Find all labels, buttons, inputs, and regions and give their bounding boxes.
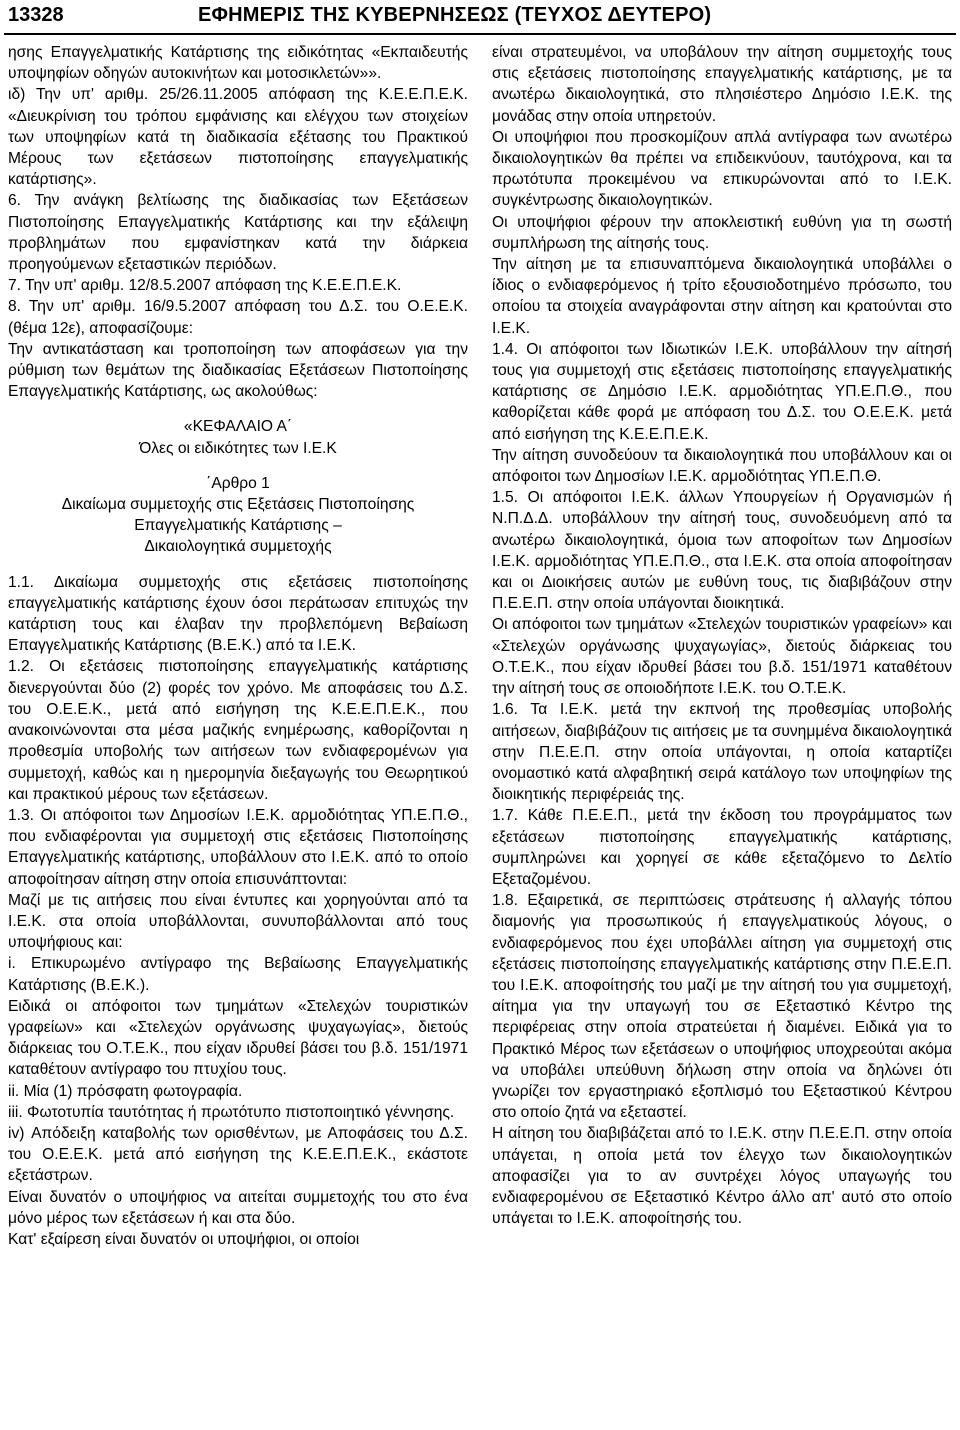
article-title: Επαγγελματικής Κατάρτισης – [134, 517, 342, 535]
paragraph: Κατ' εξαίρεση είναι δυνατόν οι υποψήφιοι, οι οποίοι [8, 1230, 360, 1248]
paragraph: 1.2. Οι εξετάσεις πιστοποίησης επαγγελματικής κατάρτισης διενεργούνται δύο (2) φορές τον χρόνο. Με αποφάσεις του Δ.Σ. του Ο.Ε.Ε.Κ., μετά από εισήγηση της Κ.Ε.Ε.Π.Ε.Κ., που ανακοινώνονται στα μέσα μαζικής ενημέρωσης, καθορίζονται η προθεσμία υποβολής των αιτήσεων των ενδιαφερομένων για συμμετοχή, καθώς και η ημερομηνία διεξαγωγής του Θεωρητικού και πρακτικού μέρους των εξετάσεων. [8, 658, 468, 803]
paragraph: Είναι δυνατόν ο υποψήφιος να αιτείται συμμετοχής του στο ένα μόνο μέρος των εξετάσεων ή και στα δύο. [8, 1188, 468, 1227]
gazette-title: ΕΦΗΜΕΡΙΣ ΤΗΣ ΚΥΒΕΡΝΗΣΕΩΣ (ΤΕΥΧΟΣ ΔΕΥΤΕΡΟ) [198, 4, 712, 26]
paragraph: 1.1. Δικαίωμα συμμετοχής στις εξετάσεις πιστοποίησης επαγγελματικής κατάρτισης έχουν όσοι περάτωσαν επιτυχώς την κατάρτιση τους και έλαβαν την προβλεπόμενη Βεβαίωση Επαγγελματικής Κατάρτισης (Β.Ε.Κ.) από τα Ι.Ε.Κ. [8, 573, 468, 655]
article-heading: ΄Αρθρο 1 [206, 474, 270, 492]
paragraph: Ειδικά οι απόφοιτοι των τμημάτων «Στελεχών τουριστικών γραφείων» και «Στελεχών οργάνωσης ψυχαγωγίας», διετούς διάρκειας του Ο.Τ.Ε.Κ., που είχαν ιδρυθεί βάσει του β.δ. 151/1971 καταθέτουν αντίγραφο του πτυχίου τους. [8, 997, 468, 1079]
paragraph: Την αντικατάσταση και τροποποίηση των αποφάσεων για την ρύθμιση των θεμάτων της διαδικασίας Εξετάσεων Πιστοποίησης Επαγγελματικής Κατάρτισης, ως ακολούθως: [8, 340, 468, 401]
paragraph: i. Επικυρωμένο αντίγραφο της Βεβαίωσης Επαγγελματικής Κατάρτισης (Β.Ε.Κ.). [8, 955, 468, 994]
paragraph: iii. Φωτοτυπία ταυτότητας ή πρωτότυπο πιστοποιητικό γέννησης. [8, 1103, 455, 1121]
paragraph: ii. Μία (1) πρόσφατη φωτογραφία. [8, 1082, 243, 1100]
page-number: 13328 [8, 4, 64, 26]
right-column [492, 42, 952, 1229]
paragraph: iv) Απόδειξη καταβολής των ορισθέντων, με Αποφάσεις του Δ.Σ. του Ο.Ε.Ε.Κ. μετά από εισήγηση της Κ.Ε.Ε.Π.Ε.Κ., εκάστοτε εξετάστρων. [8, 1124, 468, 1185]
paragraph: 1.5. Οι απόφοιτοι Ι.Ε.Κ. άλλων Υπουργείων ή Οργανισμών ή Ν.Π.Δ.Δ. υποβάλλουν την αίτησή τους, συνοδευόμενη από τα ανωτέρω δικαιολογητικά, όμοια των αποφοίτων των Δημοσίων Ι.Ε.Κ. αρμοδιότητας ΥΠ.Ε.Π.Θ., στα Ι.Ε.Κ. στα οποία αποφοίτησαν και οι Διοικήσεις αυτών με ευθύνη τους, τις διαβιβάζουν στην Π.Ε.Ε.Π. στην οποία υπάγονται διοικητικά. [492, 489, 952, 613]
paragraph: 1.3. Οι απόφοιτοι των Δημοσίων Ι.Ε.Κ. αρμοδιότητας ΥΠ.Ε.Π.Θ., που ενδιαφέρονται για συμμετοχή στις εξετάσεις Πιστοποίησης Επαγγελματικής κατάρτισης, υποβάλλουν στο Ι.Ε.Κ. από το οποίο αποφοίτησαν αίτηση στην οποία επισυνάπτονται: [8, 806, 468, 888]
paragraph: Οι υποψήφιοι που προσκομίζουν απλά αντίγραφα των ανωτέρω δικαιολογητικών θα πρέπει να επιδεικνύουν, ταυτόχρονα, και τα πρωτότυπα προκειμένου να επικυρώνονται από το Ι.Ε.Κ. συγκέντρωσης δικαιολογητικών. [492, 128, 952, 210]
paragraph: 1.7. Κάθε Π.Ε.Ε.Π., μετά την έκδοση του προγράμματος των εξετάσεων πιστοποίησης επαγγελματικής κατάρτισης, συμπληρώνει και χορηγεί σε κάθε εξεταζόμενο το Δελτίο Εξεταζομένου. [492, 807, 952, 888]
paragraph: Οι απόφοιτοι των τμημάτων «Στελεχών τουριστικών γραφείων» και «Στελεχών οργάνωσης ψυχαγωγίας», διετούς διάρκειας του Ο.Τ.Ε.Κ., που είχαν ιδρυθεί βάσει του β.δ. 151/1971 καταθέτουν την αίτησή τους σε οποιοδήποτε Ι.Ε.Κ. του Ο.Τ.Ε.Κ. [492, 616, 952, 698]
paragraph: Η αίτηση του διαβιβάζεται από το Ι.Ε.Κ. στην Π.Ε.Ε.Π. στην οποία υπάγεται, η οποία μετά τον έλεγχο των δικαιολογητικών αποφασίζει για το αν συντρέχει λόγος υπαγωγής του ενδιαφερομένου σε Εξεταστικό Κέντρο άλλο απ' αυτό στο οποίο υπάγεται το Ι.Ε.Κ. αποφοίτησής του. [492, 1125, 952, 1228]
paragraph: 7. Την υπ' αριθμ. 12/8.5.2007 απόφαση της Κ.Ε.Ε.Π.Ε.Κ. [8, 277, 402, 295]
paragraph: είναι στρατευμένοι, να υποβάλουν την αίτηση συμμετοχής τους στις εξετάσεις πιστοποίησης επαγγελματικής κατάρτισης, με τα ανωτέρω δικαιολογητικά, στο πλησιέστερο Δημόσιο Ι.Ε.Κ. της μονάδας στην οποία υπηρετούν. [492, 44, 952, 125]
paragraph: Την αίτηση με τα επισυναπτόμενα δικαιολογητικά υποβάλλει ο ίδιος ο ενδιαφερόμενος ή τρίτο εξουσιοδοτημένο πρόσωπο, του οποίου τα στοιχεία αναγράφονται στην αίτηση και κρατούνται στο Ι.Ε.Κ. [492, 256, 952, 337]
chapter-subheading: Όλες οι ειδικότητες των Ι.Ε.Κ [139, 439, 337, 457]
paragraph: Μαζί με τις αιτήσεις που είναι έντυπες και χορηγούνται από τα Ι.Ε.Κ. στα οποία υποβάλλονται, συνυποβάλλονται από τους υποψήφιους και: [8, 891, 468, 952]
paragraph: Οι υποψήφιοι φέρουν την αποκλειστική ευθύνη για τη σωστή συμπλήρωση της αίτησής τους. [492, 213, 952, 252]
left-column [8, 42, 468, 1250]
article-title: Δικαίωμα συμμετοχής στις Εξετάσεις Πιστοποίησης [61, 496, 415, 514]
paragraph: 6. Την ανάγκη βελτίωσης της διαδικασίας των Εξετάσεων Πιστοποίησης Επαγγελματικής Κατάρτισης και την εξάλειψη προβλημάτων που εμφανίστηκαν κατά την διάρκεια προηγούμενων εξεταστικών περιόδων. [8, 192, 468, 274]
paragraph: 8. Την υπ' αριθμ. 16/9.5.2007 απόφαση του Δ.Σ. του Ο.Ε.Ε.Κ. (θέμα 12ε), αποφασίζουμε: [8, 298, 468, 337]
paragraph: ιδ) Την υπ' αριθμ. 25/26.11.2005 απόφαση της Κ.Ε.Ε.Π.Ε.Κ. «Διευκρίνιση του τρόπου εμφάνισης και ελέγχου των στοιχείων των υποψηφίων κατά τη διαδικασία εξέτασης του Πρακτικού Μέρους των εξετάσεων πιστοποίησης επαγγελματικής κατάρτισης». [8, 86, 468, 189]
paragraph: 1.8. Εξαιρετικά, σε περιπτώσεις στράτευσης ή αλλαγής τόπου διαμονής για προσωπικούς ή επαγγελματικούς λόγους, ο ενδιαφερόμενος που έχει υποβάλλει αίτηση για συμμετοχή στις εξετάσεις πιστοποίησης επαγγελματικής κατάρτισης στην Π.Ε.Ε.Π. του Ι.Ε.Κ. αποφοίτησής του μαζί με την αίτησή του για συμμετοχή, αίτημα για την υπαγωγή του σε Εξεταστικό Κέντρο της περιφέρειας στην οποία στρατεύεται ή διαμένει. Ειδικά για το Πρακτικό Μέρος των εξετάσεων ο υποψήφιος υποχρεούται ακόμα να υποβάλει υπεύθυνη δήλωση στην οποία να δηλώνει ότι γνωρίζει τον εργαστηριακό εξοπλισμό του Εξεταστικού Κέντρου στο οποίο ζητά να εξεταστεί. [492, 892, 952, 1122]
paragraph: 1.6. Τα Ι.Ε.Κ. μετά την εκπνοή της προθεσμίας υποβολής αιτήσεων, διαβιβάζουν τις αιτήσεις με τα συνημμένα δικαιολογητικά στην Π.Ε.Ε.Π. στην οποία υπάγονται, η οποία καταρτίζει ονομαστικό κατά αλφαβητική σειρά κατάλογο των υποψηφίων της διοικητικής περιφέρειάς της. [492, 701, 952, 804]
chapter-heading: «ΚΕΦΑΛΑΙΟ Α΄ [183, 418, 293, 436]
page-header [0, 0, 960, 34]
article-title: Δικαιολογητικά συμμετοχής [144, 538, 332, 556]
paragraph: Την αίτηση συνοδεύουν τα δικαιολογητικά που υποβάλλουν και οι απόφοιτοι των Δημοσίων Ι.Ε.Κ. αρμοδιότητας ΥΠ.Ε.Π.Θ. [492, 446, 952, 486]
paragraph: 1.4. Οι απόφοιτοι των Ιδιωτικών Ι.Ε.Κ. υποβάλλουν την αίτησή τους για συμμετοχή στις εξετάσεις πιστοποίησης επαγγελματικής κατάρτισης σε Δημόσιο Ι.Ε.Κ. αρμοδιότητας ΥΠ.Ε.Π.Θ., που καθορίζεται κάθε φορά με απόφαση του Δ.Σ. του Ο.Ε.Ε.Κ. μετά από εισήγηση της Κ.Ε.Ε.Π.Ε.Κ. [492, 340, 952, 443]
header-rule [4, 33, 956, 35]
paragraph: ησης Επαγγελματικής Κατάρτισης της ειδικότητας «Εκπαιδευτής υποψηφίων οδηγών αυτοκινήτων και μοτοσικλετών»». [8, 44, 468, 83]
